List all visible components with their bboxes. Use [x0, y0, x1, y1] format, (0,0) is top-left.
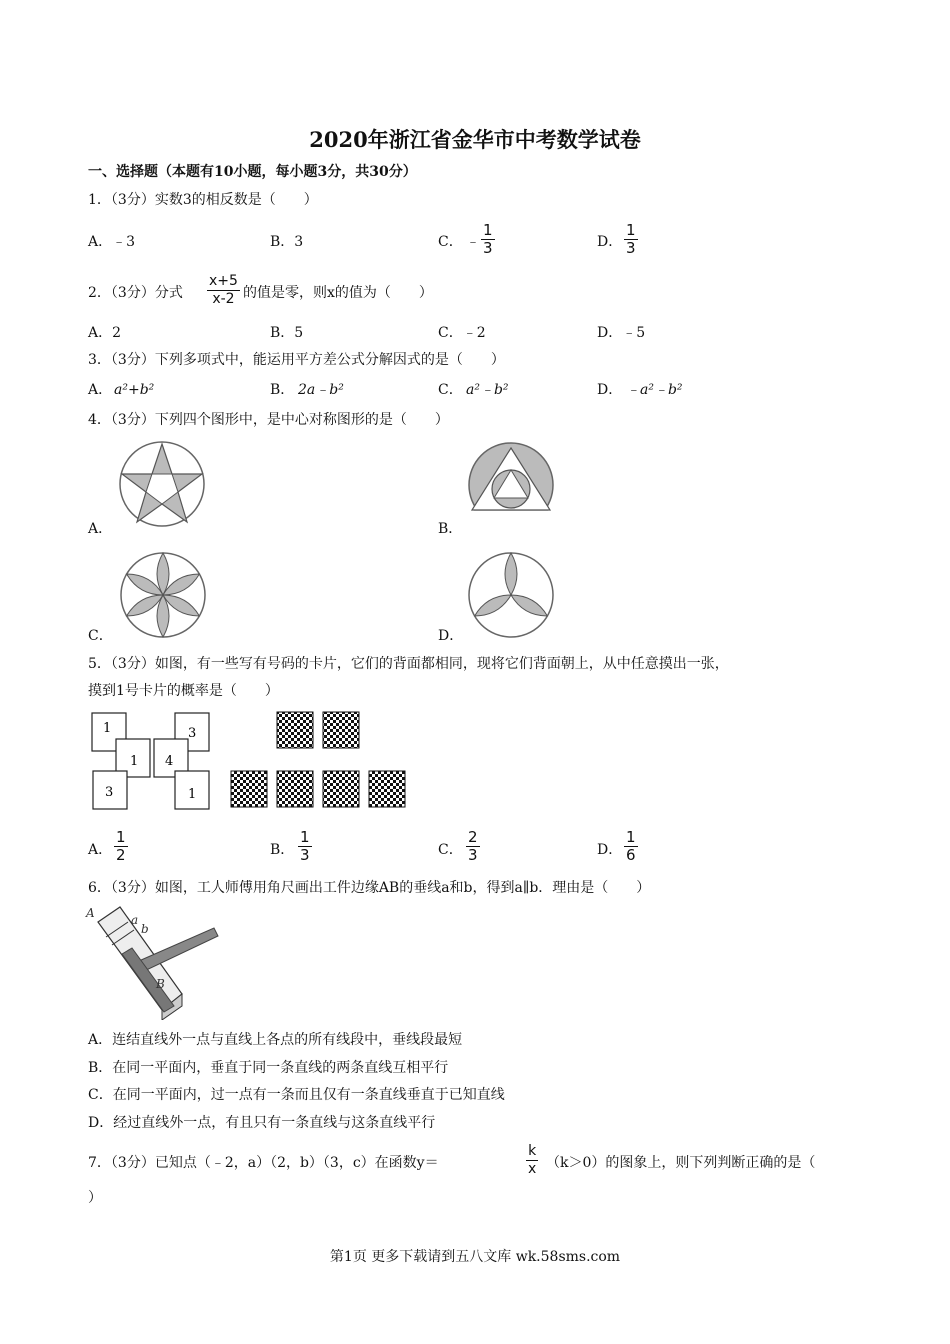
card-number: 1: [188, 787, 197, 802]
q7-fraction: [526, 1143, 538, 1178]
q1-stem: 1．（3分）实数3的相反数是（ ）: [88, 192, 318, 208]
q2-stem-post: 的值是零，则x的值为（ ）: [243, 285, 433, 301]
q7-stem-post: （k＞0）的图象上，则下列判断正确的是（: [546, 1155, 816, 1171]
q2-option-d: D．﹣5: [597, 325, 646, 341]
fraction-denominator: 3: [483, 239, 493, 257]
q4-stem: 4．（3分）下列四个图形中，是中心对称图形的是（ ）: [88, 412, 449, 428]
card-number: 1: [103, 721, 112, 736]
q5-option-b-label: B．: [270, 842, 295, 858]
pentagram-figure: [112, 440, 212, 530]
q3-option-d-expr: ﹣a²﹣b²: [626, 382, 683, 398]
fraction-numerator: 2: [468, 828, 478, 846]
q6-option-a: A．连结直线外一点与直线上各点的所有线段中，垂线段最短: [88, 1032, 463, 1048]
fraction-numerator: 1: [300, 828, 310, 846]
fraction-numerator: 1: [116, 828, 126, 846]
figure-label-A: A: [86, 906, 95, 920]
q3-option-a-expr: a²+b²: [114, 382, 155, 398]
q2-option-a: A．2: [88, 325, 122, 341]
q3-option-b-label: B．: [270, 382, 295, 398]
q5-stem-line2: 摸到1号卡片的概率是（ ）: [88, 683, 279, 699]
q5-option-d-label: D．: [597, 842, 623, 858]
page-footer: 第1页 更多下载请到五八文库 wk.58sms.com: [329, 1249, 621, 1265]
fraction-numerator: x+5: [209, 273, 238, 289]
fraction-denominator: 2: [116, 846, 126, 864]
q7-stem-line2: ）: [88, 1190, 102, 1206]
q4-option-a: A．: [88, 521, 113, 537]
three-petal-figure: [466, 550, 556, 640]
q2-option-c: C．﹣2: [438, 325, 486, 341]
q5-option-a-fraction: [114, 829, 128, 864]
q4-option-d: D．: [438, 628, 464, 644]
q3-stem: 3．（3分）下列多项式中，能运用平方差公式分解因式的是（ ）: [88, 352, 505, 368]
q6-stem: 6．（3分）如图，工人师傅用角尺画出工件边缘AB的垂线a和b，得到a∥b．理由是（ ）: [88, 880, 651, 896]
q5-option-d-fraction: [624, 829, 638, 864]
card-number: 4: [165, 754, 174, 769]
q3-option-a-label: A．: [88, 382, 113, 398]
q6-option-d: D．经过直线外一点，有且只有一条直线与这条直线平行: [88, 1115, 436, 1131]
fraction-numerator: 1: [483, 221, 493, 239]
set-square-figure: [84, 902, 224, 1020]
q1-option-c-sign: ﹣: [466, 234, 480, 250]
triangle-circle-figure: [466, 440, 556, 530]
figure-label-a: a: [131, 913, 139, 927]
q5-option-c-label: C．: [438, 842, 463, 858]
q4-option-c: C．: [88, 628, 113, 644]
q1-option-a: A．﹣3: [88, 234, 136, 250]
number-cards-figure: [88, 708, 228, 814]
q4-option-b: B．: [438, 521, 463, 537]
q2-option-b: B．5: [270, 325, 304, 341]
fraction-denominator: x-2: [212, 291, 235, 307]
q3-option-c-expr: a²﹣b²: [466, 382, 509, 398]
q2-fraction: [207, 273, 240, 308]
q7-stem-pre: 7．（3分）已知点（﹣2，a）（2，b）（3，c）在函数y＝: [88, 1155, 439, 1171]
q1-option-c-label: C．: [438, 234, 463, 250]
card-number: 3: [188, 726, 197, 741]
card-number: 1: [130, 754, 139, 769]
six-petal-figure: [118, 550, 208, 640]
q1-option-b: B．3: [270, 234, 304, 250]
card-backs-figure: [225, 708, 410, 814]
q5-option-c-fraction: [466, 829, 480, 864]
q1-option-d-fraction: [624, 222, 638, 257]
q6-option-c: C．在同一平面内，过一点有一条而且仅有一条直线垂直于已知直线: [88, 1087, 505, 1103]
figure-label-B: B: [156, 977, 165, 991]
fraction-denominator: 3: [300, 846, 310, 864]
q5-stem-line1: 5．（3分）如图，有一些写有号码的卡片，它们的背面都相同，现将它们背面朝上，从中任意摸出一张，: [88, 656, 729, 672]
fraction-denominator: 3: [468, 846, 478, 864]
q1-option-d-label: D．: [597, 234, 623, 250]
q3-option-b-expr: 2a﹣b²: [298, 382, 344, 398]
card-number: 3: [105, 785, 114, 800]
q6-option-b: B．在同一平面内，垂直于同一条直线的两条直线互相平行: [88, 1060, 449, 1076]
fraction-denominator: 3: [626, 239, 636, 257]
page-title: 2020年浙江省金华市中考数学试卷: [309, 127, 641, 152]
q3-option-d-label: D．: [597, 382, 623, 398]
q3-option-c-label: C．: [438, 382, 463, 398]
fraction-denominator: x: [528, 1161, 537, 1177]
q1-option-c-fraction: [481, 222, 495, 257]
fraction-numerator: k: [526, 1143, 538, 1161]
q5-option-a-label: A．: [88, 842, 113, 858]
fraction-numerator: 1: [626, 828, 636, 846]
fraction-numerator: 1: [626, 221, 636, 239]
figure-label-b: b: [141, 922, 149, 936]
q2-stem-pre: 2．（3分）分式: [88, 285, 183, 301]
section-heading: 一、选择题（本题有10小题，每小题3分，共30分）: [88, 164, 417, 180]
fraction-denominator: 6: [626, 846, 636, 864]
q5-option-b-fraction: [298, 829, 312, 864]
